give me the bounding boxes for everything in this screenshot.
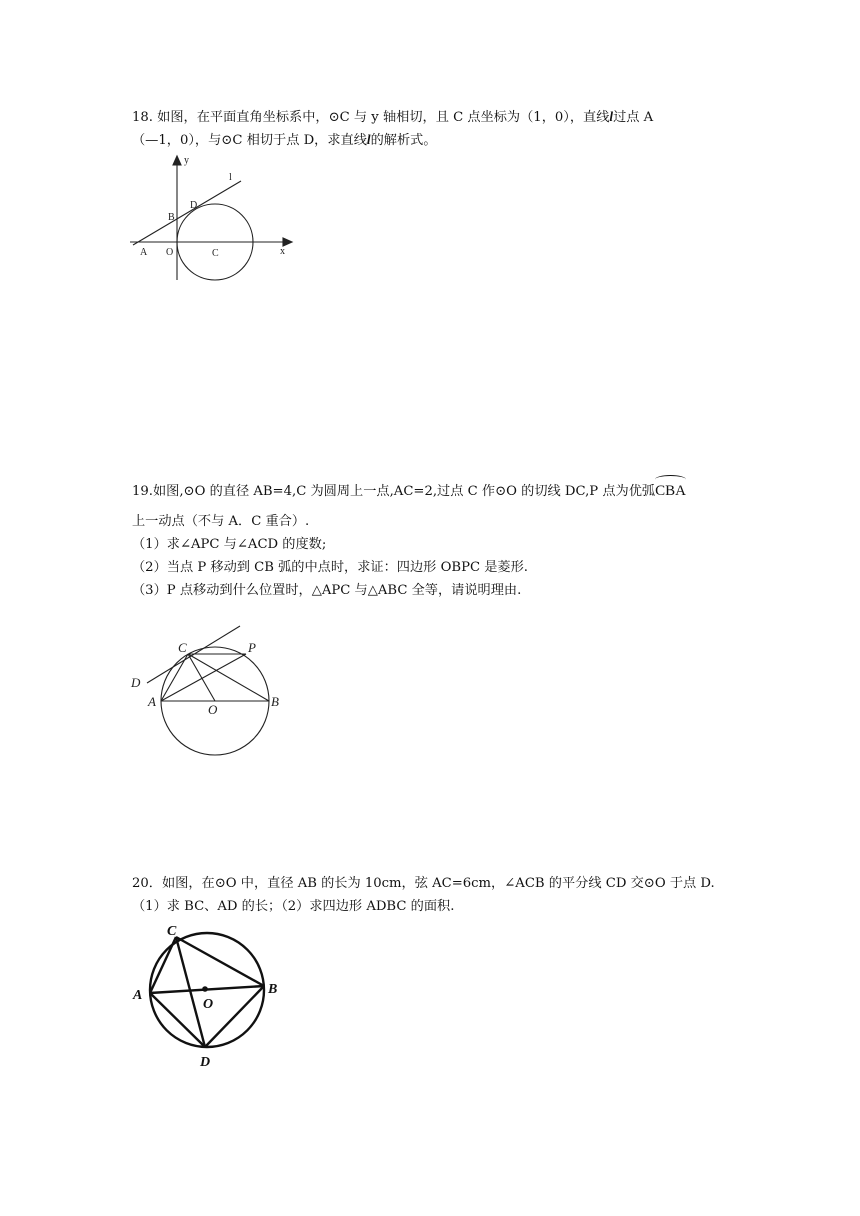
problem-18-figure bbox=[128, 150, 303, 285]
y-axis-arrow bbox=[173, 156, 181, 165]
label-d: D bbox=[200, 1055, 211, 1070]
arc-cba-label: CBA bbox=[655, 483, 686, 499]
label-a: A bbox=[148, 694, 156, 709]
label-x: x bbox=[280, 246, 285, 257]
problem-19-question-2: （2）当点 P 移动到 CB 弧的中点时，求证：四边形 OBPC 是菱形. bbox=[132, 560, 528, 575]
problem-18-text-1a: 18. 如图，在平面直角坐标系中，⊙C 与 y 轴相切，且 C 点坐标为（1，0），直线 bbox=[132, 110, 610, 125]
problem-18-text-2a: （—1，0），与⊙C 相切于点 D，求直线 bbox=[132, 133, 367, 148]
radius-co bbox=[188, 654, 215, 701]
problem-19-question-1: （1）求∠APC 与∠ACD 的度数; bbox=[132, 537, 327, 552]
problem-19-line-1 bbox=[132, 482, 686, 501]
label-c: C bbox=[178, 640, 187, 655]
line-l-symbol: l bbox=[366, 132, 371, 147]
label-d: D bbox=[131, 675, 141, 690]
label-a: A bbox=[133, 988, 143, 1003]
problem-18-line-2 bbox=[132, 131, 437, 150]
label-d: D bbox=[190, 200, 198, 211]
problem-19-text-1: 19.如图,⊙O 的直径 AB=4,C 为圆周上一点,AC=2,过点 C 作⊙O 的切线 DC,P 点为优弧 bbox=[132, 484, 656, 499]
center-point bbox=[202, 986, 208, 992]
chord-cb bbox=[188, 654, 269, 701]
problem-19-question-3: （3）P 点移动到什么位置时，△APC 与△ABC 全等，请说明理由. bbox=[132, 583, 522, 598]
problem-18-text-2b: 的解析式。 bbox=[370, 133, 437, 148]
label-c: C bbox=[212, 248, 219, 259]
chord-cb bbox=[176, 937, 264, 986]
problem-18-line-1 bbox=[132, 108, 653, 127]
chord-pa bbox=[161, 654, 246, 701]
problem-20-figure bbox=[128, 918, 288, 1068]
problem-19-figure bbox=[128, 622, 298, 757]
chord-bd bbox=[205, 986, 264, 1047]
label-o: O bbox=[166, 247, 174, 258]
problem-18-text-1b: 过点 A bbox=[613, 110, 654, 125]
label-o: O bbox=[203, 997, 214, 1012]
label-p: P bbox=[248, 640, 256, 655]
label-b: B bbox=[271, 694, 279, 709]
problem-20-line-1: 20．如图，在⊙O 中，直径 AB 的长为 10cm，弦 AC=6cm，∠ACB 的平分线 CD 交⊙O 于点 D. bbox=[132, 876, 715, 891]
label-o: O bbox=[208, 702, 218, 717]
x-axis-arrow bbox=[283, 238, 292, 246]
label-b: B bbox=[168, 212, 175, 223]
tangent-line-l bbox=[133, 181, 241, 245]
label-b: B bbox=[268, 982, 278, 997]
chord-ca bbox=[150, 937, 176, 993]
line-l-symbol: l bbox=[609, 109, 614, 124]
label-c: C bbox=[167, 924, 177, 939]
label-y: y bbox=[184, 155, 189, 166]
label-l: l bbox=[229, 172, 232, 183]
label-a: A bbox=[140, 247, 148, 258]
problem-19-line-2: 上一动点（不与 A．C 重合）. bbox=[132, 514, 310, 529]
problem-20-line-2: （1）求 BC、AD 的长；（2）求四边形 ADBC 的面积. bbox=[132, 899, 455, 914]
